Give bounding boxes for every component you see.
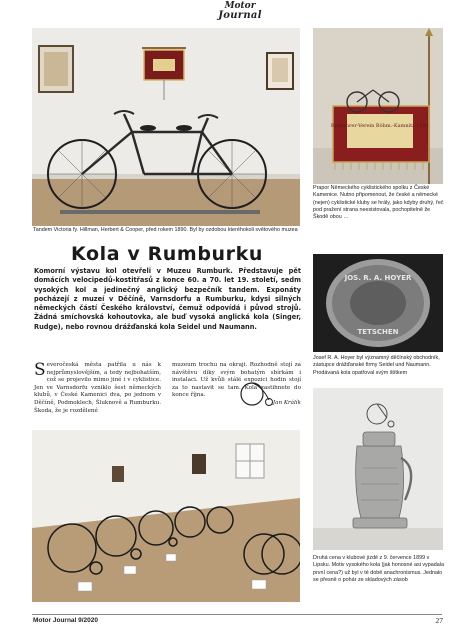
footer-issue: Motor Journal 9/2020 bbox=[33, 617, 99, 624]
photo-flag bbox=[313, 28, 443, 184]
badge-text-top: JOS. R. A. HOYER bbox=[344, 274, 412, 282]
photo-tandem bbox=[32, 28, 300, 226]
footer-page-number: 27 bbox=[435, 616, 443, 625]
article-column-2 bbox=[172, 362, 301, 408]
article-column-1 bbox=[34, 362, 161, 415]
caption-badge: Josef R. A. Hoyer byl významný děčínský obchodník, zástupce drážďanské firmy Seidel und Naumann. Prodávaná kola opatřoval svým štítkem bbox=[313, 355, 440, 376]
article-dropcap: S bbox=[34, 360, 46, 380]
logo-line-2: Journal bbox=[218, 10, 262, 21]
badge-text-bottom: TETSCHEN bbox=[357, 328, 399, 336]
flag-banner-text: Radfahrer-Verein Böhm.-Kamnitz 1891 bbox=[330, 123, 430, 129]
article-title: Kola v Rumburku bbox=[70, 243, 263, 265]
article-column-1-text: everočeská města patřila u nás k nejprůmyslovějším, a tedy nejbohatším, což se projevilo mimo jiné i v cyklistice. Jen ve Varnsdorfu vzniklo šest německých klubů, v České Kamenici dva, po jednom v Děčíně, Podmoklech, Šluknově a Rumburku. Škoda, že je rozdělené bbox=[34, 362, 161, 414]
trophy-illustration bbox=[313, 388, 443, 550]
photo-trophy bbox=[313, 388, 443, 550]
article-author: Jan Králík bbox=[272, 399, 301, 406]
article-column-2-text: muzeum trochu na okraji. Rozhodně stojí za návštěvu díky svým bohatým sbírkám i instalaci. Už kvůli stálé expozici hodin stojí za to nastavit se tam. Kola zastihnete do konce října. bbox=[172, 362, 301, 399]
caption-flag: Prapor Německého cyklistického spolku z České Kamenice. Nutno připomenout, že české a německé (nejen) cyklistické kluby se hrály, jako kdyby druhý, řeč pod pražení strana neexistovala, pochopitelně že Škodě obou … bbox=[313, 185, 444, 221]
photo-exhibition bbox=[32, 430, 300, 602]
flag-illustration bbox=[313, 28, 443, 184]
badge-illustration bbox=[313, 254, 443, 352]
caption-tandem: Tandem Victoria fy. Hillman, Herbert & Cooper, před rokem 1890. Byl by ozdobou kteréhokoli světového muzea bbox=[33, 227, 298, 233]
tandem-illustration bbox=[32, 28, 300, 226]
article-lead: Komorní výstavu kol otevřeli v Muzeu Rumburk. Představuje pět domácích velocipedů-kostitřasů z konce 60. a 70. let 19. století, sedm vysokých kol a jedinečný anglický bezpečník tandem. Exponáty pocházejí z muzeí v Děčíně, Varnsdorfu a Rumburku, kdysi silných německých částí Českého království, čemuž odpovídá i původ strojů. Žádná smíchovská kohoutovka, ale buď vysoká anglická kola (Singer, Rudge), nebo rovnou drážďanská kola Seidel und Naumann. bbox=[34, 267, 301, 331]
exhibition-illustration bbox=[32, 430, 300, 602]
photo-badge bbox=[313, 254, 443, 352]
logo-line-1: Motor bbox=[224, 1, 256, 11]
footer-divider bbox=[32, 614, 442, 615]
caption-trophy: Druhá cena v klubové jízdě z 9. července 1899 v Lipsku. Motiv vysokého kola (jak honosné asi vypadala první cena?) už byl v té době anachronismus. Jednalo se přesně o pohár ze skladových zásob bbox=[313, 555, 444, 583]
magazine-logo bbox=[212, 2, 268, 24]
high-wheel-icon bbox=[240, 380, 274, 406]
